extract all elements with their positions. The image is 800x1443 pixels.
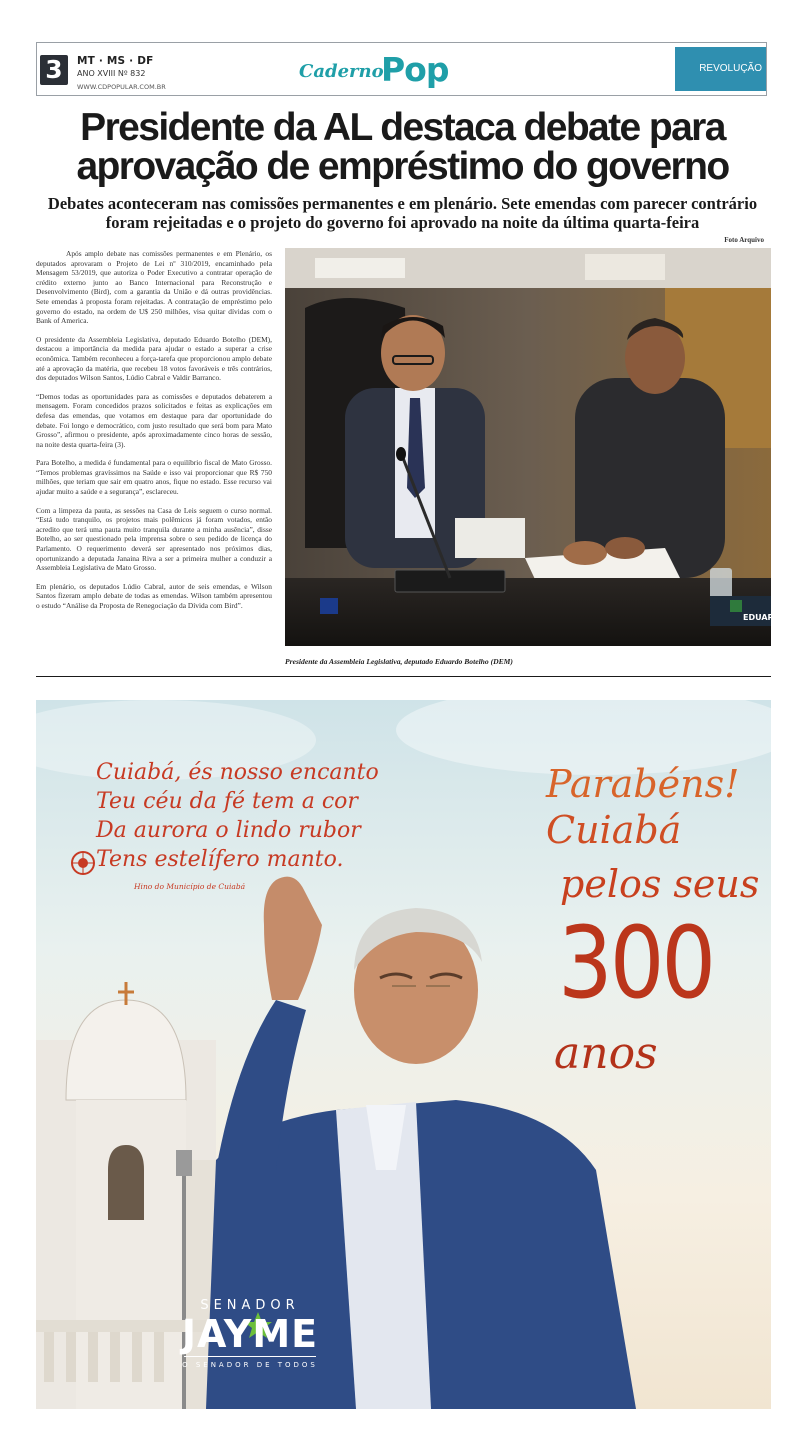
page-number: 3 xyxy=(40,55,68,85)
congrats-line: pelos seus xyxy=(560,862,760,906)
desk-nameplate: EDUARD xyxy=(743,613,781,622)
senator-slogan: O SENADOR DE TODOS xyxy=(182,1361,318,1369)
congrats-line: Cuiabá xyxy=(546,808,682,852)
congrats-line: Parabéns! xyxy=(546,762,740,806)
article-body xyxy=(36,249,272,620)
article-paragraph: “Demos todas as oportunidades para as comissões e deputados debaterem a mensagem. Foram concedidos prazos solicitados e feitas as explicações em defesa das emendas, que votamos em destaque para dar oportunidade do debate. Foi longo e democrático, com justo resultado que será bom para Mato Grosso”, afirmou o presidente, após aproximadamente cinco horas de sessão, na noite desta quarta-feira (3). xyxy=(36,391,272,449)
brand-caderno: Caderno xyxy=(299,61,384,82)
article-paragraph: O presidente da Assembleia Legislativa, deputado Eduardo Botelho (DEM), destacou a importância da medida para ajudar o estado a superar a crise econômica. Também reconheceu a força-tarefa que proporcionou amplo debate até a aprovação da matéria, que recebeu 18 votos favoráveis e três contrários, dos deputados Wilson Santos, Lúdio Cabral e Valdir Barranco. xyxy=(36,334,272,383)
senator-logo xyxy=(170,1298,330,1369)
site-link[interactable]: WWW.CDPOPULAR.COM.BR xyxy=(77,83,166,91)
anthem-line: Teu céu da fé tem a cor xyxy=(96,789,358,814)
article-photo xyxy=(285,248,781,646)
anthem-line: Cuiabá, és nosso encanto xyxy=(96,760,379,785)
congrats-line: anos xyxy=(554,1028,658,1079)
congrats-number: 300 xyxy=(558,906,714,1021)
article-paragraph: Para Botelho, a medida é fundamental para o equilíbrio fiscal de Mato Grosso. “Temos problemas gravíssimos na Saúde e isso vai proporcionar que R$ 750 milhões, que teriam que sair em quatro anos, fique no estado. Esse recurso vai ajudar muito a saúde e a segurança”, esclareceu. xyxy=(36,458,272,497)
plenary-photo-illustration xyxy=(285,248,781,646)
article-paragraph: Em plenário, os deputados Lúdio Cabral, autor de seis emendas, e Wilson Santos fizeram amplo debate de todas as emendas. Wilson também apresentou o estudo “Análise da Proposta de Renegociação da Dívida com Bird”. xyxy=(36,581,272,610)
anthem-line: Tens estelífero manto. xyxy=(96,847,344,872)
photo-caption: Presidente da Assembleia Legislativa, deputado Eduardo Botelho (DEM) xyxy=(285,657,513,666)
photo-credit: Foto Arquivo xyxy=(724,236,764,244)
subhead: Debates aconteceram nas comissões permanentes e em plenário. Sete emendas com parecer contrário foram rejeitadas e o projeto do governo foi aprovado na noite da última quarta-feira xyxy=(47,194,758,232)
brand-logo xyxy=(299,49,469,93)
anthem-line: Da aurora o lindo rubor xyxy=(96,818,361,843)
senator-title: SENADOR xyxy=(200,1298,300,1313)
brand-pop: Pop xyxy=(381,50,449,89)
logo-divider xyxy=(184,1356,316,1357)
article-paragraph: Após amplo debate nas comissões permanentes e em Plenário, os deputados aprovaram o Projeto de Lei nº 310/2019, encaminhado pela Mensagem 53/2019, que autoriza o Poder Executivo a contratar operação de crédito externo junto ao Banco Internacional para Reconstrução e Desenvolvimento (Bird), com a garantia da União e dá outras providências. Sete emendas à proposta foram rejeitadas. A contratação de empréstimo pelo governo do estado, na ordem de U$ 250 milhões, visa quitar dívidas com o Bank of America. xyxy=(36,249,272,326)
masthead xyxy=(36,42,767,96)
anthem-verse xyxy=(96,758,379,874)
section-tag: REVOLUÇÃO xyxy=(675,47,766,91)
article-paragraph: Com a limpeza da pauta, as sessões na Casa de Leis seguem o curso normal. “Está tudo tranquilo, os projetos mais polêmicos já foram votados, então acredito que terá uma pauta muito tranquila durante a minha ausência”, disse Botelho, ao ser questionado pela imprensa sobre o seu pedido de licença do Parlamento. O requerimento deverá ser apresentado nos próximos dias, oportunizando a deputada Janaina Riva a ser a primeira mulher a conduzir a Assembleia Legislativa de Mato Grosso. xyxy=(36,505,272,573)
section-divider xyxy=(36,676,771,677)
rosette-icon xyxy=(70,850,96,880)
senator-name: JAYME xyxy=(181,1312,319,1356)
advertisement xyxy=(36,700,771,1409)
edition-label: MT · MS · DF xyxy=(77,55,154,67)
headline: Presidente da AL destaca debate para aprovação de empréstimo do governo xyxy=(76,106,729,188)
issue-label: ANO XVIII Nº 832 xyxy=(77,69,146,78)
anthem-source: Hino do Município de Cuiabá xyxy=(134,882,246,891)
